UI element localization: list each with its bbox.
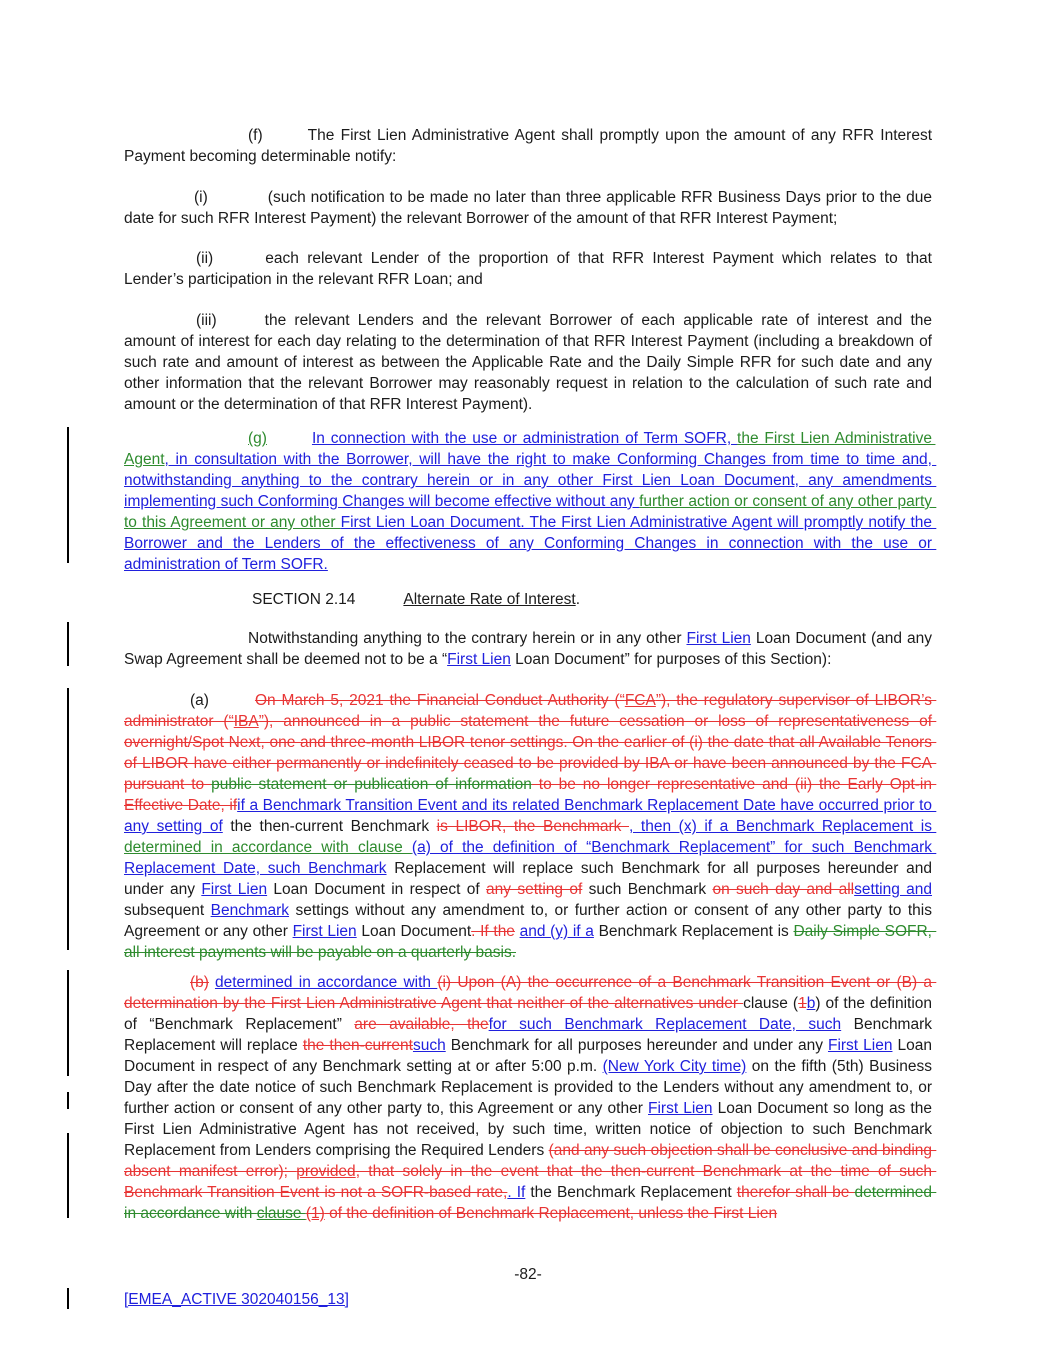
- text-run: (a) of the definition of “Benchmark Replacement” for such Benchmark Replacement Date, such Benchmark: [124, 839, 937, 877]
- change-bar: [67, 970, 69, 1076]
- tab-spacer: [208, 201, 268, 202]
- paragraph-iii: [124, 310, 937, 415]
- text-run: and (y) if a: [519, 923, 594, 940]
- text-run: therefor shall be: [736, 1184, 855, 1201]
- tab-spacer: [267, 442, 312, 443]
- text-run: Loan Document so long as the First Lien Administrative Agent has not received, by such time, written notice of objection to such Benchmark Replacement from Lenders comprising the Required Lenders: [124, 1100, 937, 1159]
- text-run: if a Benchmark Transition Event and its related Benchmark Replacement Date have occurred prior to any setting of: [124, 797, 937, 835]
- text-run: Benchmark: [210, 902, 290, 919]
- change-bar: [67, 1133, 69, 1218]
- text-run: the then-current Benchmark: [222, 818, 437, 835]
- text-run: Replacement will replace such Benchmark for all purposes hereunder and under any: [124, 860, 937, 898]
- text-run: ) of the definition of “Benchmark Replacement”: [124, 995, 937, 1033]
- text-run: , in consultation with the Borrower, will have the right to make Conforming Changes from time to time and, notwithstanding anything to the contrary herein or in any other First Lien Loan Document, any amendments implementing such Conforming Changes will become effective without any: [124, 451, 937, 510]
- change-bar: [67, 688, 69, 950]
- change-bar: [67, 427, 69, 563]
- paragraph-label: (a): [190, 692, 209, 709]
- text-run: The First Lien Administrative Agent shall promptly upon the amount of any RFR Interest Payment becoming determinable notify:: [124, 127, 937, 165]
- text-run: determined in accordance with: [214, 974, 438, 991]
- text-run: Benchmark for all purposes hereunder and under any: [445, 1037, 828, 1054]
- text-run: On March 5, 2021 the Financial Conduct Authority (“: [254, 692, 625, 709]
- text-run: Benchmark Replacement is: [593, 923, 794, 940]
- text-run: the Benchmark Replacement: [525, 1184, 737, 1201]
- text-run: (1): [305, 1205, 325, 1222]
- text-run: Loan Document (and any Swap Agreement shall be deemed not to be a “: [124, 630, 937, 668]
- paragraph-i: [124, 187, 937, 229]
- tab-spacer: [355, 603, 403, 604]
- change-bar: [67, 622, 69, 666]
- text-run: Loan Document: [356, 923, 472, 940]
- text-run: Daily Simple SOFR, all interest payments will be payable on a quarterly basis.: [124, 923, 937, 961]
- text-run: clause (: [743, 995, 799, 1012]
- text-run: on such day and all: [712, 881, 855, 898]
- tab-spacer: [209, 704, 255, 705]
- text-run: (and any such objection shall be conclusive and binding absent manifest error);: [124, 1142, 937, 1180]
- text-run: .: [575, 591, 581, 608]
- text-run: clause: [256, 1205, 306, 1222]
- text-run: setting and: [854, 881, 933, 898]
- footer-page-number: -82-: [514, 1266, 542, 1283]
- text-run: the then-current: [302, 1037, 413, 1054]
- paragraph-label: SECTION 2.14: [252, 591, 356, 608]
- text-run: ”), announced in a public statement the future cessation or loss of representativeness of overnight/Spot Next, one and three-month LIBOR tenor settings. On the earlier of (i) the date that all Available Tenors of LIBOR have either permanently or indefinitely ceased to be provided by IBA or have been announced by the FCA pursuant to: [124, 713, 937, 793]
- paragraph-label: (i): [194, 189, 208, 206]
- paragraph-label: (ii): [196, 250, 214, 267]
- paragraph-section-2-14: [124, 589, 932, 610]
- text-run: 1: [798, 995, 807, 1012]
- text-run: IBA: [233, 713, 259, 730]
- text-run: Loan Document” for purposes of this Section):: [510, 651, 832, 668]
- text-run: First Lien: [292, 923, 357, 940]
- paragraph-label: (b): [190, 974, 209, 991]
- text-run: . If: [507, 1184, 526, 1201]
- text-run: First Lien Loan Document. The First Lien Administrative Agent will promptly notify the Borrower and the Lenders of the effectiveness of any Conforming Changes in connection with the use or administration of Term SOFR.: [124, 514, 937, 573]
- text-run: In connection with the use or administration of Term SOFR,: [311, 430, 738, 447]
- text-run: (i) Upon (A) the occurrence of a Benchmark Transition Event or (B) a determination by the First Lien Administrative Agent that neither of the alternatives under: [124, 974, 937, 1012]
- text-run: of the definition of Benchmark Replacement, unless the First Lien: [324, 1205, 778, 1222]
- text-run: any setting of: [486, 881, 583, 898]
- text-run: . If the: [471, 923, 515, 940]
- text-run: FCA: [624, 692, 656, 709]
- tab-spacer: [213, 262, 265, 263]
- text-run: First Lien: [686, 630, 751, 647]
- text-run: to be no longer representative and (ii) the Early Opt-in Effective Date, if: [124, 776, 937, 814]
- text-run: settings without any amendment to, or further action or consent of any other party to this Agreement or any other: [124, 902, 936, 940]
- text-run: determined in accordance with clause: [124, 839, 412, 856]
- paragraph-notwithstanding: [124, 628, 937, 670]
- text-run: the relevant Lenders and the relevant Borrower of each applicable rate of interest and the amount of interest for each day relating to the determination of that RFR Interest Payment (including a breakdown of such rate and amount of interest as between the Applicable Rate and the Daily Simple RFR for such date and any other information that the relevant Borrower may reasonably request in relation to the calculation of such rate and amount or the determination of that RFR Interest Payment).: [124, 312, 937, 413]
- paragraph-g: [124, 428, 937, 575]
- text-run: each relevant Lender of the proportion of that RFR Interest Payment which relates to that Lender’s participation in the relevant RFR Loan; and: [124, 250, 937, 288]
- text-run: First Lien: [447, 651, 511, 668]
- paragraph-f: [124, 125, 937, 167]
- text-run: Notwithstanding anything to the contrary herein or in any other: [248, 630, 687, 647]
- text-run: the First Lien Administrative Agent: [124, 430, 936, 468]
- paragraph-ii: [124, 248, 937, 290]
- text-run: is LIBOR, the Benchmark: [436, 818, 629, 835]
- paragraph-label: (g): [248, 430, 267, 447]
- text-run: Loan Document in respect of: [267, 881, 487, 898]
- change-bar: [67, 1288, 69, 1309]
- text-run: subsequent: [124, 881, 937, 919]
- paragraph-b: [124, 972, 937, 1224]
- text-run: , that solely in the event that the then-current Benchmark at the time of such Benchmark Transition Event is not a SOFR-based rate,: [124, 1163, 937, 1201]
- text-run: provided: [296, 1163, 356, 1180]
- paragraph-label: (iii): [196, 312, 217, 329]
- paragraph-label: (f): [248, 127, 263, 144]
- text-run: First Lien: [648, 1100, 713, 1117]
- text-run: b: [806, 995, 816, 1012]
- text-run: further action or consent of any other party to this Agreement or any other: [124, 493, 937, 531]
- text-run: ”), the regulatory supervisor of LIBOR’s administrator (“: [124, 692, 937, 730]
- change-bar: [67, 1092, 69, 1109]
- tab-spacer: [217, 324, 265, 325]
- text-run: (New York City time): [602, 1058, 747, 1075]
- text-run: for such Benchmark Replacement Date, such: [488, 1016, 842, 1033]
- footer-document-id: [EMEA_ACTIVE 302040156_13]: [124, 1291, 349, 1308]
- text-run: First Lien: [201, 881, 268, 898]
- text-run: , then (x) if a Benchmark Replacement is: [629, 818, 937, 835]
- text-run: First Lien: [827, 1037, 893, 1054]
- text-run: (such notification to be made no later than three applicable RFR Business Days prior to the due date for such RFR Interest Payment) the relevant Borrower of the amount of that RFR Interest Payment;: [124, 189, 937, 227]
- paragraph-a: [124, 690, 937, 963]
- text-run: Loan Document in respect of any Benchmark setting at or after 5:00 p.m.: [124, 1037, 937, 1075]
- text-run: on the fifth (5th) Business Day after the date notice of such Benchmark Replacement is provided to the Lenders without any amendment to, or further action or consent of any other party to, this Agreement or any other: [124, 1058, 937, 1117]
- tab-spacer: [263, 139, 308, 140]
- text-run: Alternate Rate of Interest: [403, 591, 576, 608]
- text-run: are available, the: [354, 1016, 489, 1033]
- text-run: such: [412, 1037, 446, 1054]
- text-run: Benchmark Replacement will replace: [124, 1016, 937, 1054]
- text-run: public statement or publication of information: [211, 776, 532, 793]
- text-run: such Benchmark: [582, 881, 713, 898]
- text-run: determined in accordance with: [124, 1184, 937, 1222]
